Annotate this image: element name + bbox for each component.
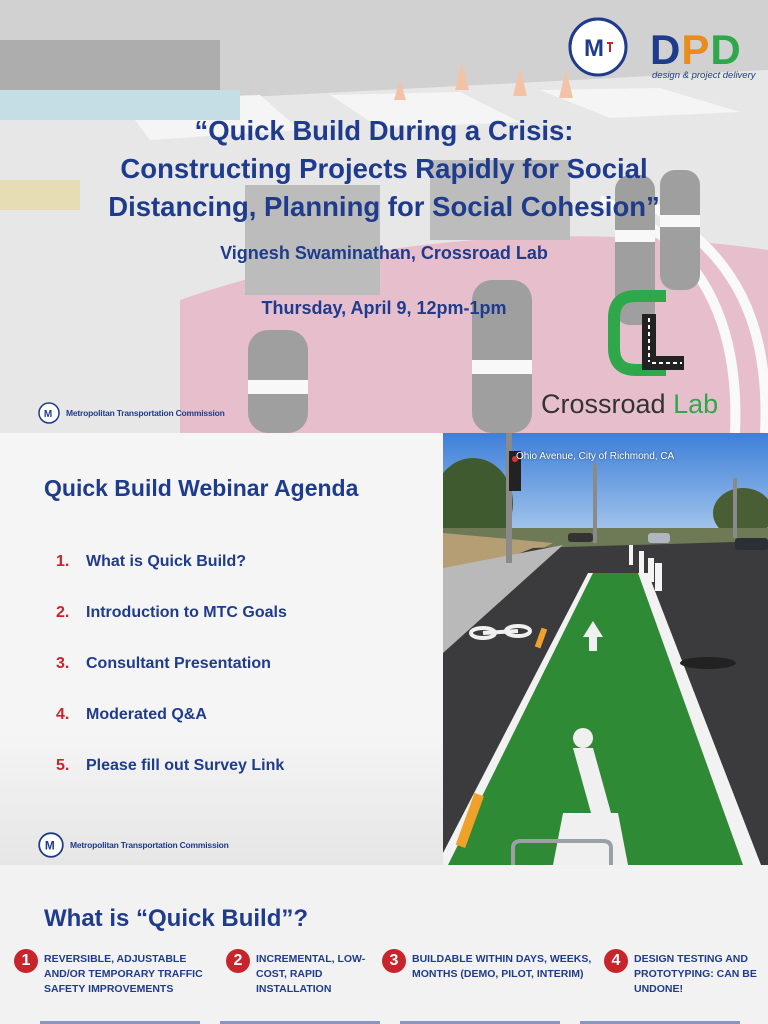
svg-text:M: M bbox=[44, 838, 55, 853]
dpd-subtitle: design & project delivery bbox=[652, 70, 756, 81]
mtc-footer-icon bbox=[38, 832, 64, 858]
agenda-item: 4. Moderated Q&A bbox=[56, 706, 207, 723]
dpd-wordmark: DPD bbox=[650, 26, 742, 73]
agenda-title: Quick Build Webinar Agenda bbox=[44, 475, 359, 501]
event-datetime: Thursday, April 9, 12pm-1pm bbox=[261, 298, 507, 318]
slide-title: What is “Quick Build”? bbox=[44, 905, 309, 932]
quick-build-point bbox=[382, 949, 591, 982]
point-text: DESIGN TESTING AND PROTOTYPING: CAN BE UNDONE! bbox=[634, 953, 757, 995]
point-text: INCREMENTAL, LOW- COST, RAPID INSTALLATION bbox=[256, 953, 366, 995]
point-number-badge: 3 bbox=[382, 949, 406, 973]
point-number-badge: 2 bbox=[226, 949, 250, 973]
crossroad-lab-mark-icon bbox=[606, 288, 686, 378]
quick-build-point bbox=[226, 949, 365, 997]
quick-build-point bbox=[604, 949, 757, 997]
agenda-list bbox=[56, 553, 287, 808]
webinar-title: “Quick Build During a Crisis: Constructing Projects Rapidly for Social Distancing, Planning for Social Cohesion” bbox=[108, 115, 660, 222]
agenda-slide bbox=[0, 433, 768, 865]
dpd-logo bbox=[650, 26, 758, 86]
bike-lane-photo bbox=[443, 433, 768, 865]
crossroad-lab-wordmark: Crossroad Lab bbox=[541, 389, 719, 419]
title-slide bbox=[0, 0, 768, 433]
svg-text:M: M bbox=[43, 409, 53, 420]
what-is-quick-build-slide bbox=[0, 865, 768, 1024]
point-text: BUILDABLE WITHIN DAYS, WEEKS, MONTHS (DEMO, PILOT, INTERIM) bbox=[412, 953, 592, 980]
agenda-item: 5. Please fill out Survey Link bbox=[56, 757, 285, 774]
photo-caption: Ohio Avenue, City of Richmond, CA bbox=[516, 451, 675, 462]
point-text: REVERSIBLE, ADJUSTABLE AND/OR TEMPORARY TRAFFIC SAFETY IMPROVEMENTS bbox=[44, 953, 203, 995]
mtc-footer bbox=[38, 832, 229, 858]
agenda-item: 1. What is Quick Build? bbox=[56, 553, 247, 570]
mtc-logo bbox=[567, 16, 629, 78]
agenda-item: 3. Consultant Presentation bbox=[56, 655, 271, 672]
point-number-badge: 4 bbox=[604, 949, 628, 973]
mtc-footer bbox=[38, 402, 225, 424]
point-number-badge: 1 bbox=[14, 949, 38, 973]
speaker-line: Vignesh Swaminathan, Crossroad Lab bbox=[220, 243, 548, 263]
mtc-footer-text: Metropolitan Transportation Commission bbox=[66, 408, 225, 418]
mtc-logo-letter: M bbox=[584, 35, 604, 62]
quick-build-point bbox=[14, 949, 203, 997]
mtc-footer-icon bbox=[38, 402, 60, 424]
mtc-footer-text: Metropolitan Transportation Commission bbox=[70, 840, 229, 850]
agenda-item: 2. Introduction to MTC Goals bbox=[56, 604, 287, 621]
